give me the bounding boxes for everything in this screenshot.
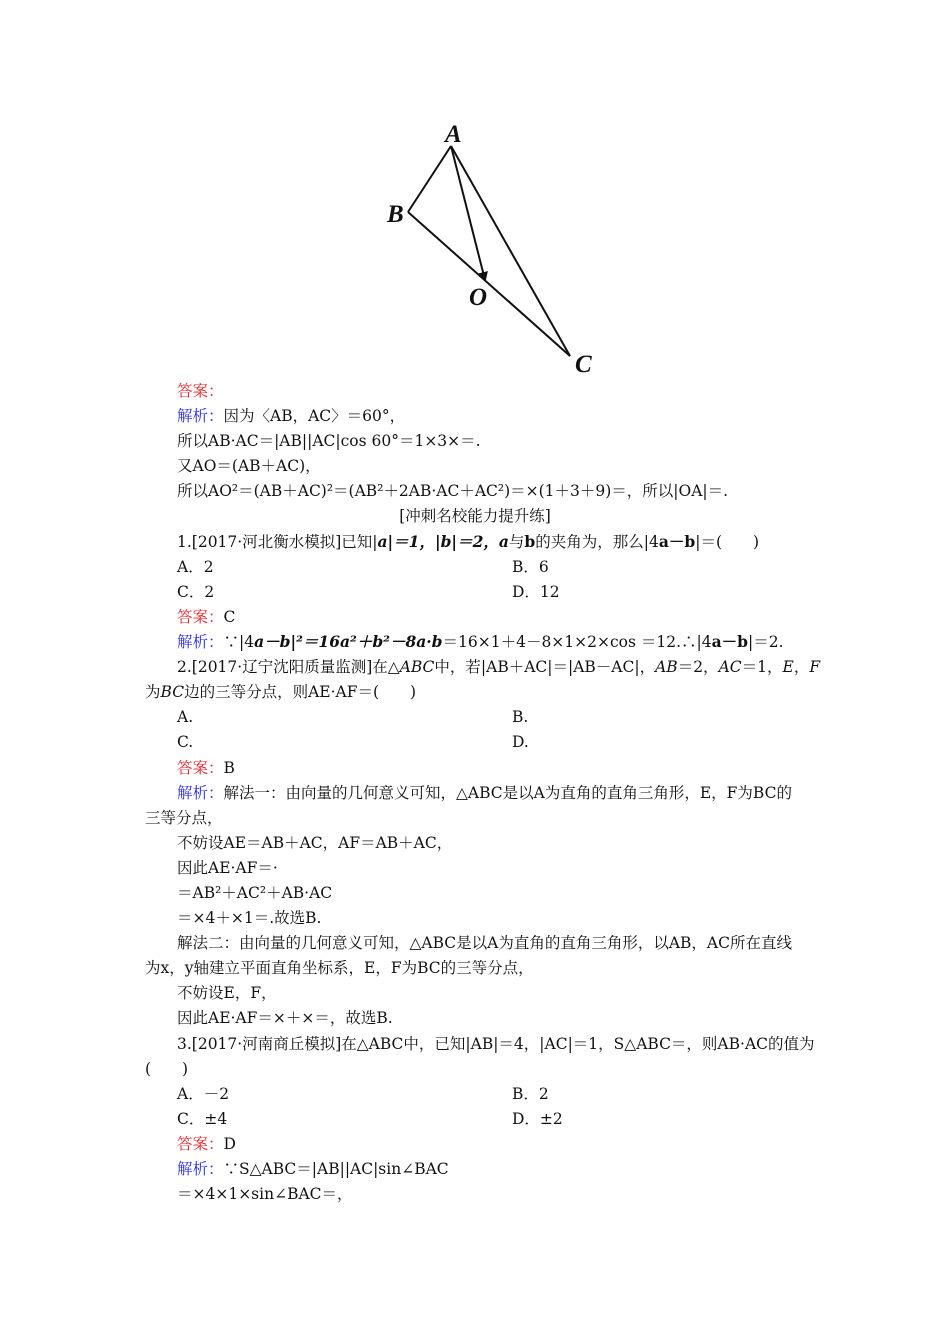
analysis-text: 因为〈AB，AC〉＝60°， <box>223 407 406 425</box>
label-a: A <box>445 121 462 148</box>
label-b: B <box>387 201 404 228</box>
q2-stem-5: ， <box>793 658 810 676</box>
q2-stem-2: 中，若|AB＋AC|＝|AB－AC|， <box>434 658 656 676</box>
q1-analysis-d: a－b <box>711 632 749 651</box>
segment-ab <box>408 146 451 212</box>
intro-line3: 又AO＝(AB＋AC)， <box>177 457 321 475</box>
label-c: C <box>575 351 592 378</box>
q1-stem-c: 与 <box>508 533 525 551</box>
q1-option-b: B．6 <box>512 558 549 576</box>
answer-value: B <box>223 759 235 777</box>
q2-line2-2: 边的三等分点，则AE·AF＝( ) <box>184 683 417 701</box>
q1-analysis-b: a－b|²＝16a²＋b²－8a·b <box>254 632 443 651</box>
triangle-diagram <box>385 120 600 380</box>
q2-option-a: A. <box>177 708 194 726</box>
q2-line2-1: 为 <box>145 683 161 701</box>
q1-option-a: A．2 <box>177 558 214 576</box>
q2-line2-bc: BC <box>160 683 185 701</box>
q2-stem-3: ＝2， <box>677 658 719 676</box>
q2-stem-ab: AB <box>655 658 678 676</box>
q2-stem-4: ＝1， <box>741 658 783 676</box>
answer-value: D <box>223 1135 236 1153</box>
q2-method2-line1: 解法二：由向量的几何意义可知，△ABC是以A为直角的直角三角形，以AB，AC所在直线 <box>177 934 792 952</box>
q1-analysis-c: ＝16×1＋4－8×1×2×cos ＝12.∴|4 <box>442 633 712 651</box>
q2-stem-ac: AC <box>718 658 742 676</box>
label-o: O <box>469 284 488 311</box>
q3-answer <box>177 1134 236 1154</box>
q1-stem-b: a|＝1，|b|＝2，a <box>377 532 509 551</box>
triangle-figure <box>385 120 600 380</box>
q1-answer <box>177 607 235 627</box>
q2-stem-1: 2.[2017·辽宁沈阳质量监测]在△ <box>177 658 400 676</box>
segment-bc <box>408 212 570 356</box>
answer-value: C <box>223 608 236 626</box>
q1-stem-g: |＝( ) <box>695 533 760 551</box>
q1-stem-d: b <box>524 532 536 551</box>
analysis-label: 解析： <box>177 633 224 651</box>
vector-ao-arrow <box>451 146 485 280</box>
q3-analysis-text: ∵S△ABC＝|AB||AC|sin∠BAC <box>223 1160 449 1178</box>
analysis-label: 解析： <box>177 407 224 425</box>
q2-answer <box>177 758 235 778</box>
q3-analysis-line1 <box>177 1159 449 1179</box>
intro-line2: 所以AB·AC＝|AB||AC|cos 60°＝1×3×＝. <box>177 432 481 450</box>
intro-answer <box>177 381 224 401</box>
q2-method1-line6: ＝×4＋×1＝.故选B. <box>177 909 322 927</box>
q2-option-c: C. <box>177 733 194 751</box>
q2-method2-line4: 因此AE·AF＝×＋×＝，故选B. <box>177 1009 393 1027</box>
intro-analysis-line1 <box>177 406 405 426</box>
q1-stem <box>177 532 759 552</box>
intro-line4: 所以AO²＝(AB＋AC)²＝(AB²＋2AB·AC＋AC²)＝×(1＋3＋9)＝，所以|OA|＝. <box>177 482 729 500</box>
q1-option-c: C．2 <box>177 583 215 601</box>
q1-analysis-a: ∵|4 <box>223 633 255 651</box>
answer-label: 答案： <box>177 382 224 400</box>
q3-analysis-line2: ＝×4×1×sin∠BAC＝， <box>177 1185 353 1203</box>
q1-analysis <box>177 632 784 652</box>
answer-label: 答案： <box>177 759 224 777</box>
q3-option-a: A．－2 <box>177 1085 230 1103</box>
analysis-label: 解析： <box>177 1160 224 1178</box>
q3-option-d: D．±2 <box>512 1110 563 1128</box>
answer-label: 答案： <box>177 1135 224 1153</box>
q2-method1-line2: 三等分点， <box>145 809 223 827</box>
q1-stem-f: a－b <box>658 532 696 551</box>
q2-stem-line2 <box>145 682 416 702</box>
q2-stem-line1 <box>177 657 820 677</box>
answer-label: 答案： <box>177 608 224 626</box>
q2-stem-f: F <box>809 658 821 676</box>
q2-option-b: B. <box>512 708 529 726</box>
q3-option-b: B．2 <box>512 1085 549 1103</box>
q3-stem-line1: 3.[2017·河南商丘模拟]在△ABC中，已知|AB|＝4，|AC|＝1，S△ABC＝，则AB·AC的值为 <box>177 1035 815 1053</box>
q1-option-d: D．12 <box>512 583 560 601</box>
q3-option-c: C．±4 <box>177 1110 228 1128</box>
q1-stem-a: 1.[2017·河北衡水模拟]已知| <box>177 533 378 551</box>
q1-stem-e: 的夹角为，那么|4 <box>535 533 659 551</box>
q2-method1-line4: 因此AE·AF＝· <box>177 859 278 877</box>
q2-method1-line1 <box>177 783 792 803</box>
q2-m1-text: 解法一：由向量的几何意义可知，△ABC是以A为直角的直角三角形，E，F为BC的 <box>223 784 792 802</box>
q2-method1-line3: 不妨设AE＝AB＋AC，AF＝AB＋AC， <box>177 834 453 852</box>
section-title: [冲刺名校能力提升练] <box>399 507 551 525</box>
q2-stem-e: E <box>782 658 794 676</box>
q1-analysis-e: |＝2. <box>748 633 784 651</box>
analysis-label: 解析： <box>177 784 224 802</box>
q3-stem-line2: ( ) <box>145 1060 189 1078</box>
segment-ac <box>451 146 570 356</box>
q2-stem-abc: ABC <box>399 658 435 676</box>
q2-method2-line3: 不妨设E，F， <box>177 984 277 1002</box>
q2-method2-line2: 为x，y轴建立平面直角坐标系，E，F为BC的三等分点， <box>145 959 534 977</box>
q2-method1-line5: ＝AB²＋AC²＋AB·AC <box>177 884 333 902</box>
q2-option-d: D. <box>512 733 529 751</box>
